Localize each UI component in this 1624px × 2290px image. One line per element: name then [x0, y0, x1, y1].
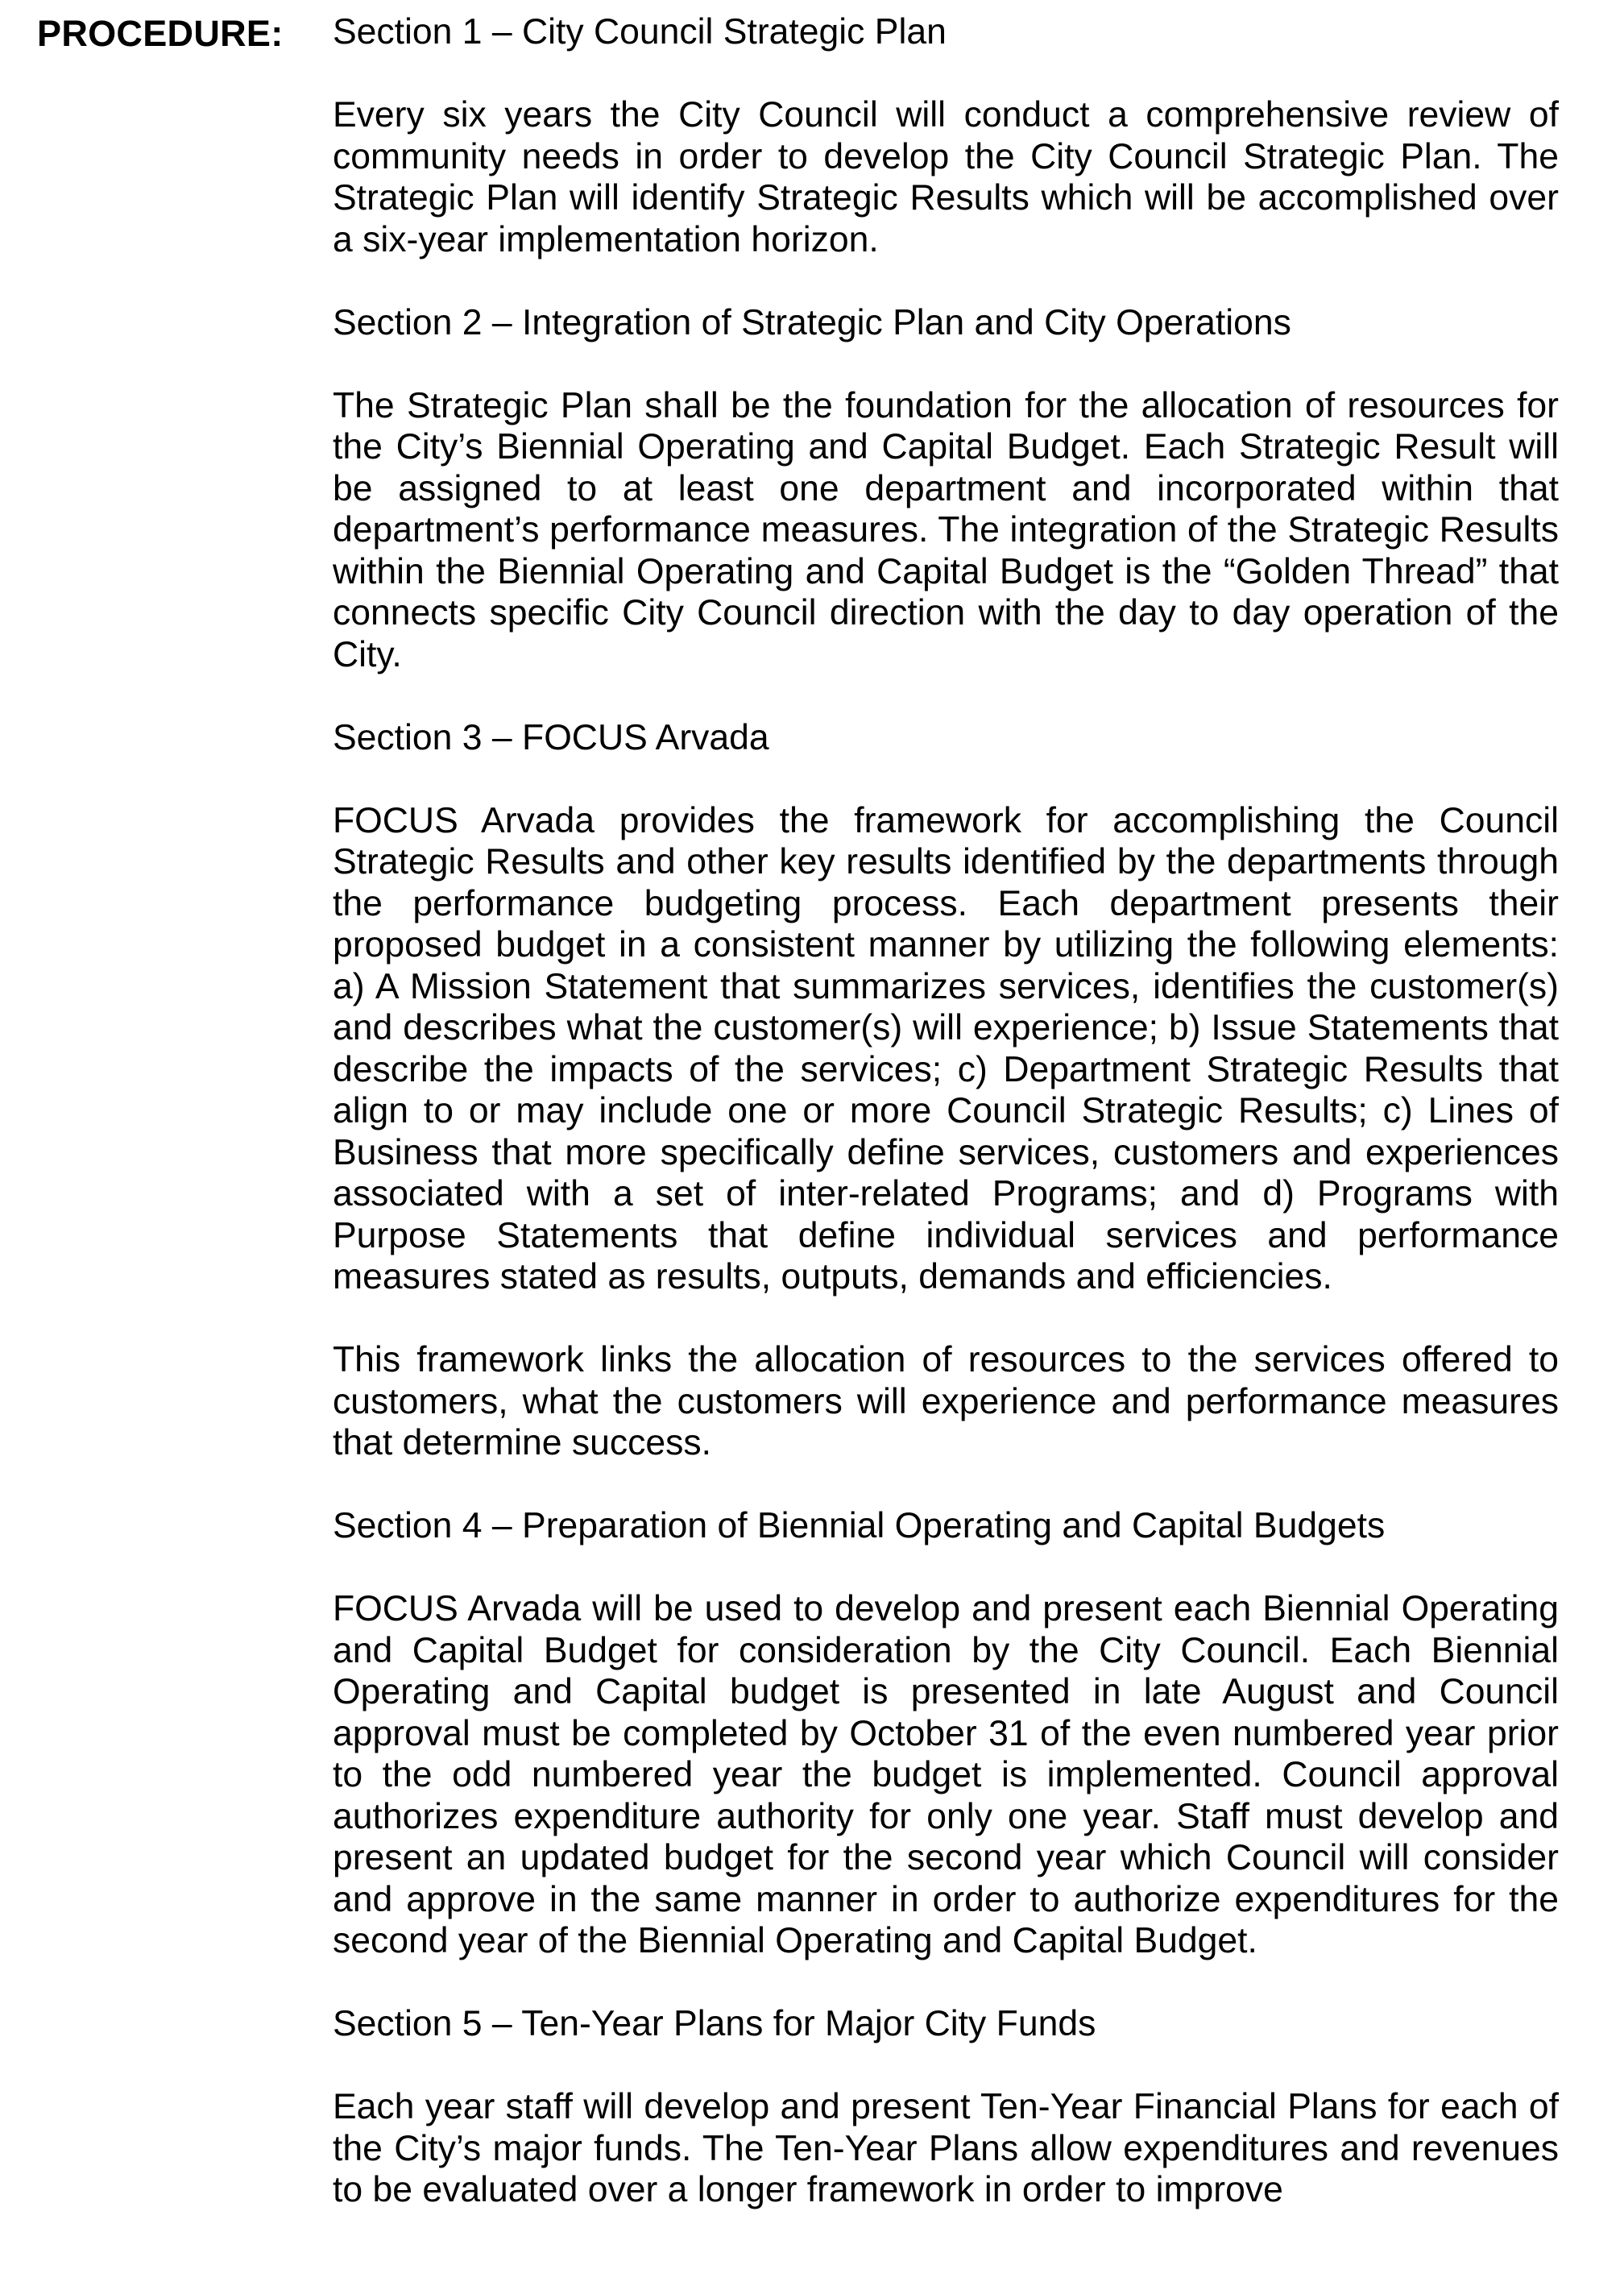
- section-3-heading: Section 3 – FOCUS Arvada: [333, 717, 769, 757]
- section-4-heading: Section 4 – Preparation of Biennial Operating and Capital Budgets: [333, 1506, 1386, 1545]
- section-3-paragraph-2: This framework links the allocation of resources to the services offered to customers, what the customers will experience and performance measures that determine success.: [333, 1340, 1559, 1462]
- section-4-paragraph: FOCUS Arvada will be used to develop and present each Biennial Operating and Capital Budget for consideration by the City Council. Each Biennial Operating and Capital budget is presented in late August and Council approval must be completed by October 31 of the even numbered year prior to the odd numbered year the budget is implemented. Council approval authorizes expenditure authority for only one year. Staff must develop and present an updated budget for the second year which Council will consider and approve in the same manner in order to authorize expenditures for the second year of the Biennial Operating and Capital Budget.: [333, 1589, 1559, 1960]
- section-3-paragraph-1: FOCUS Arvada provides the framework for accomplishing the Council Strategic Results and other key results identified by the departments through the performance budgeting process. Each department presents their proposed budget in a consistent manner by utilizing the following elements: a) A Mission Statement that summarizes services, identifies the customer(s) and describes what the customer(s) will experience; b) Issue Statements that describe the impacts of the services; c) Department Strategic Results that align to or may include one or more Council Strategic Results; c) Lines of Business that more specifically define services, customers and experiences associated with a set of inter-related Programs; and d) Programs with Purpose Statements that define individual services and performance measures stated as results, outputs, demands and efficiencies.: [333, 800, 1559, 1296]
- section-2-paragraph: The Strategic Plan shall be the foundation for the allocation of resources for the City’s Biennial Operating and Capital Budget. Each Strategic Result will be assigned to at least one department and incorporated within that department’s performance measures. The integration of the Strategic Results within the Biennial Operating and Capital Budget is the “Golden Thread” that connects specific City Council direction with the day to day operation of the City.: [333, 385, 1559, 674]
- section-1-heading: Section 1 – City Council Strategic Plan: [333, 12, 947, 52]
- procedure-content: [333, 11, 1559, 2252]
- section-5-paragraph: Each year staff will develop and present Ten-Year Financial Plans for each of the City’s major funds. The Ten-Year Plans allow expenditures and revenues to be evaluated over a longer framework in order to improve: [333, 2087, 1559, 2209]
- section-2-heading: Section 2 – Integration of Strategic Plan and City Operations: [333, 302, 1291, 342]
- procedure-label: PROCEDURE:: [37, 13, 284, 54]
- section-5-heading: Section 5 – Ten-Year Plans for Major City Funds: [333, 2004, 1096, 2043]
- section-1-paragraph: Every six years the City Council will conduct a comprehensive review of community needs in order to develop the City Council Strategic Plan. The Strategic Plan will identify Strategic Results which will be accomplished over a six-year implementation horizon.: [333, 95, 1559, 259]
